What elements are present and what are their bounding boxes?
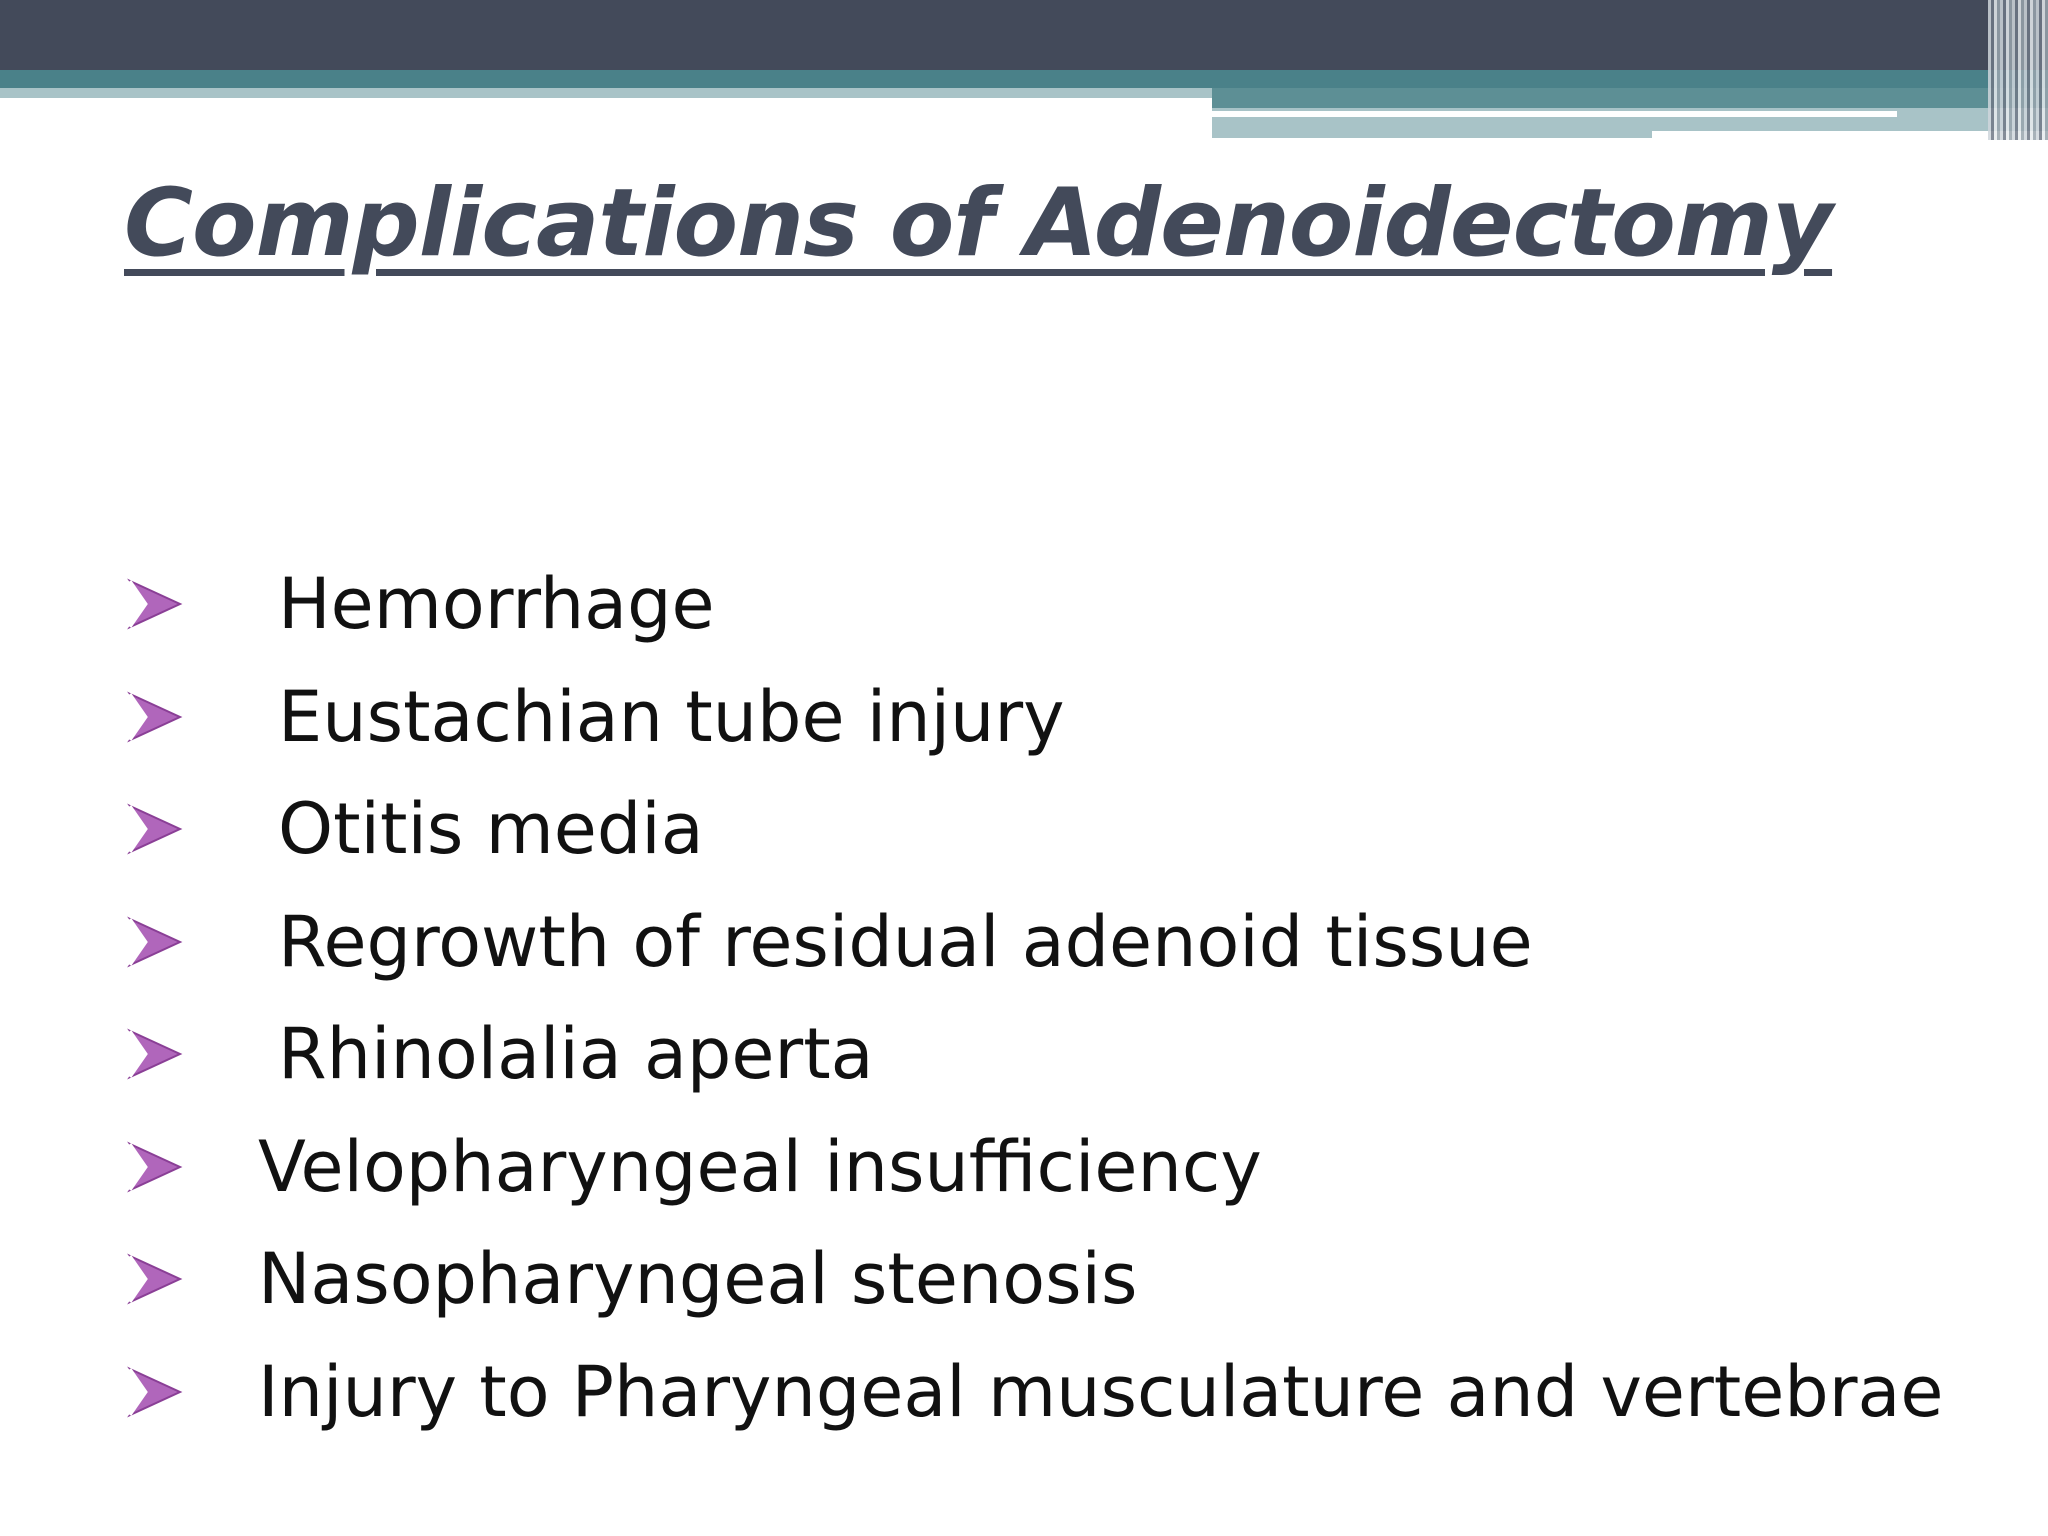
list-item <box>124 998 1943 1111</box>
list-item-text: Injury to Pharyngeal musculature and vertebrae <box>258 1350 1944 1433</box>
purple-arrowhead-icon <box>124 1248 186 1310</box>
list-item <box>124 1111 1943 1224</box>
header-white-line <box>1212 111 1897 117</box>
complications-list <box>124 548 1943 1448</box>
purple-arrowhead-icon <box>124 1361 186 1423</box>
list-item <box>124 886 1943 999</box>
purple-arrowhead-icon <box>124 573 186 635</box>
slide-title: Complications of Adenoidectomy <box>124 169 1833 278</box>
list-item-text: Eustachian tube injury <box>278 675 1065 758</box>
header-edge-stripes <box>1988 0 2048 140</box>
list-item-text: Otitis media <box>278 788 704 871</box>
list-item <box>124 773 1943 886</box>
purple-arrowhead-icon <box>124 911 186 973</box>
list-item-text: Regrowth of residual adenoid tissue <box>278 900 1533 983</box>
list-item <box>124 661 1943 774</box>
header-band-right-block <box>1212 88 2048 108</box>
list-item-text: Hemorrhage <box>278 563 715 646</box>
list-item-text: Nasopharyngeal stenosis <box>258 1238 1138 1321</box>
purple-arrowhead-icon <box>124 1136 186 1198</box>
list-item-text: Rhinolalia aperta <box>278 1013 874 1096</box>
purple-arrowhead-icon <box>124 798 186 860</box>
purple-arrowhead-icon <box>124 686 186 748</box>
purple-arrowhead-icon <box>124 1023 186 1085</box>
header-band-teal <box>0 70 2048 88</box>
list-item <box>124 548 1943 661</box>
list-item <box>124 1223 1943 1336</box>
list-item-text: Velopharyngeal insufficiency <box>258 1125 1262 1208</box>
list-item <box>124 1336 1943 1449</box>
header-band-dark <box>0 0 2048 70</box>
header-band-teal-light <box>0 88 1212 98</box>
